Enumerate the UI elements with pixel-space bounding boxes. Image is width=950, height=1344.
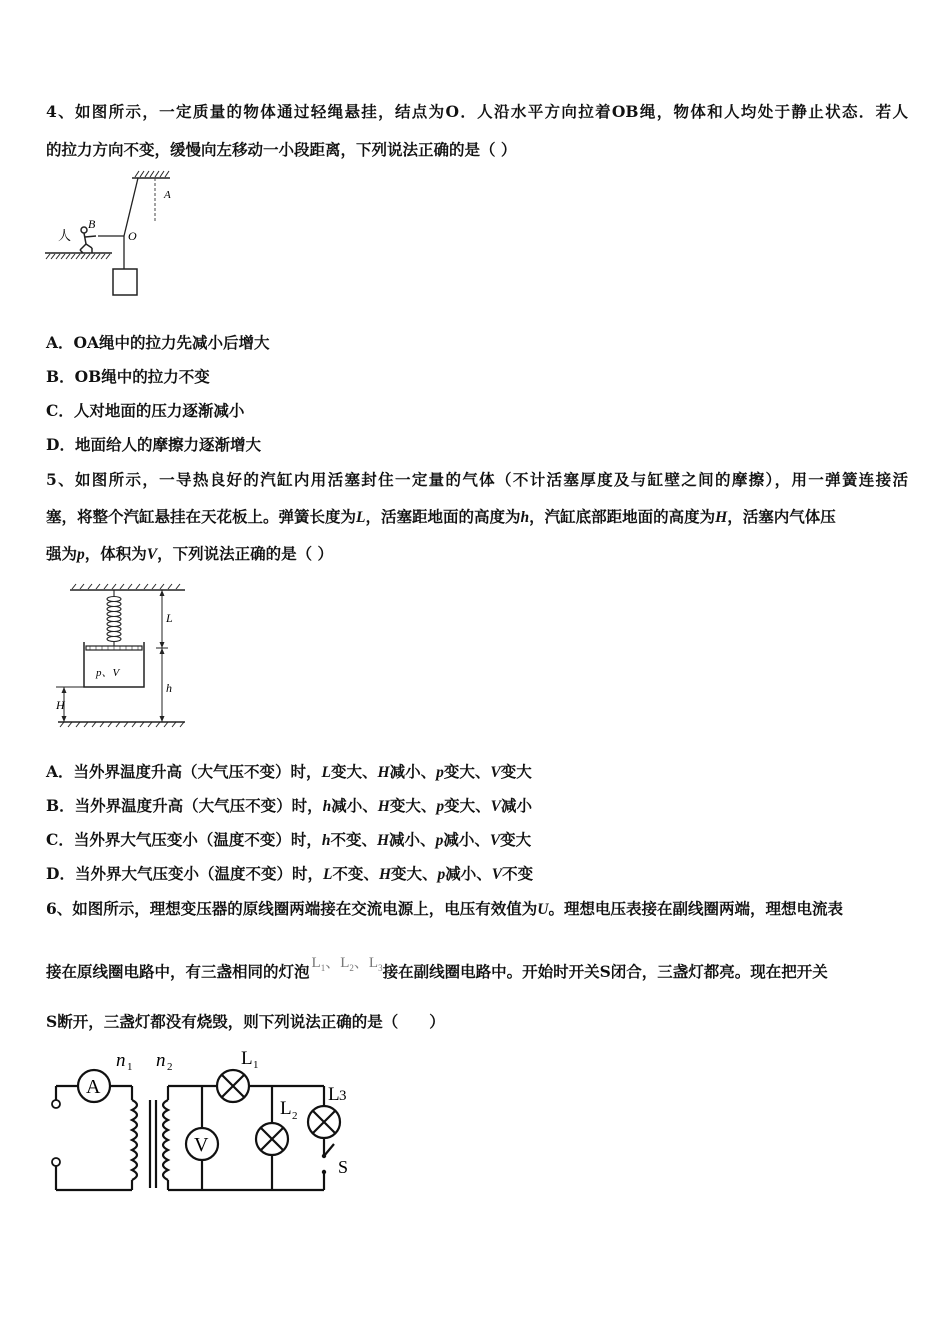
var-u: U [537,901,549,918]
option-text: 不变、 [332,864,379,883]
option-var: p [436,798,445,815]
label-n2: n [156,1050,166,1071]
label-n1: n [116,1050,126,1071]
q6-text: 。理想电压表接在副线圈两端，理想电流表 [548,899,844,918]
q6-stem-line1 [46,899,908,920]
q6-stem-line2 [46,955,828,988]
terminal-icon [52,1100,60,1108]
option-text: 减小、 [389,830,436,849]
q5-text: 塞，将整个汽缸悬挂在天花板上。弹簧长度为 [46,507,357,526]
q5-text: ，活塞内气体压 [727,507,836,526]
lamp-icon [261,1128,283,1150]
q4-label-b: B [88,217,96,231]
q5-text: ，活塞距地面的高度为 [365,507,521,526]
q5-figure [50,582,190,727]
option-var: H [377,764,390,781]
q4-stem-line1: 4、如图所示，一定质量的物体通过轻绳悬挂，结点为O．人沿水平方向拉着OB绳，物体和人均处于静止状态．若人 [46,102,908,121]
option-var: h [322,798,332,815]
option-var: p [435,832,444,849]
bulb-label-sep: 、 [325,955,341,971]
option-text: D．当外界大气压变小（温度不变）时， [46,864,323,883]
q5-label-h: h [166,681,172,695]
label-l2-sub: 2 [292,1110,298,1122]
q4-label-o: O [128,229,137,243]
bulb-labels [312,955,383,971]
label-n2-sub: 2 [167,1061,173,1073]
q5-text: ，体积为 [84,544,147,563]
terminal-icon [52,1158,60,1166]
bulb-label: L [368,955,379,971]
var-h: h [520,509,530,526]
option-var: p [436,764,444,781]
bulb-label-sep: 、 [353,955,369,971]
q6-text: 接在副线圈电路中。开始时开关S闭合，三盏灯都亮。现在把开关 [382,962,828,981]
option-var: H [378,866,391,883]
spring-icon [107,590,121,646]
q5-label-pv: p、V [96,667,120,679]
option-text: 不变、 [330,830,377,849]
q6-text: 接在原线圈电路中，有三盏相同的灯泡 [46,962,310,981]
option-text: C．当外界大气压变小（温度不变）时， [46,830,322,849]
q5-label-l: L [166,611,173,625]
q5-stem-line3 [46,544,333,565]
q6-stem-line3: S断开，三盏灯都没有烧毁，则下列说法正确的是（ ） [46,1012,445,1031]
label-n1-sub: 1 [127,1061,133,1073]
bulb-label: L [340,955,350,971]
q4-label-a: A [164,189,171,201]
q4-option-b[interactable]: B．OB绳中的拉力不变 [46,367,210,386]
bulb-label-sub: 1 [320,963,326,973]
q4-label-person: 人 [58,228,72,243]
voltmeter-label: V [194,1134,209,1156]
label-l1-sub: 1 [253,1059,259,1071]
bulb-label: L [311,955,321,971]
option-text: 变大、 [331,762,378,781]
option-text: 减小 [500,796,532,815]
option-text: 减小、 [331,796,378,815]
q5-option-a[interactable] [46,762,532,783]
option-var: V [490,798,501,815]
option-text: 变大、 [443,762,491,781]
q5-text: 强为 [46,544,78,563]
option-text: 变大、 [389,796,437,815]
lamp-icon [313,1111,335,1133]
option-var: H [376,832,390,849]
option-text: B．当外界温度升高（大气压不变）时， [46,796,323,815]
q5-label-H: H [56,698,65,712]
q5-option-c[interactable] [46,830,531,851]
label-s: S [338,1157,349,1177]
q5-stem-line1: 5、如图所示，一导热良好的汽缸内用活塞封住一定量的气体（不计活塞厚度及与缸壁之间的摩擦），用一弹簧连接活 [46,470,908,489]
option-text: 减小、 [389,762,437,781]
option-var: V [491,866,503,883]
var-l: L [356,509,366,526]
option-var: H [377,798,390,815]
label-l3: L [328,1084,340,1105]
var-v: V [146,546,158,563]
option-var: V [490,764,501,781]
var-H: H [715,509,728,526]
bulb-label-sub: 2 [349,963,354,973]
option-var: p [437,866,446,883]
option-text: 变大、 [444,796,491,815]
option-text: 减小、 [443,830,490,849]
q6-text: 6、如图所示，理想变压器的原线圈两端接在交流电源上，电压有效值为 [46,899,538,918]
option-text: 减小、 [445,864,492,883]
q4-option-c[interactable]: C．人对地面的压力逐渐减小 [46,401,245,420]
lamp-icon [222,1075,244,1097]
var-p: p [77,546,85,563]
ammeter-label: A [86,1076,101,1098]
option-text: 变大、 [391,864,438,883]
option-text: 变大 [500,830,532,849]
option-var: L [322,866,333,883]
q5-stem-line2 [46,507,836,528]
label-l3-sub: 3 [339,1088,347,1104]
option-text: A．当外界温度升高（大气压不变）时， [46,762,322,781]
q6-figure [42,1048,372,1196]
option-var: V [489,832,501,849]
q4-figure [40,168,200,303]
option-text: 变大 [500,762,532,781]
q4-option-d[interactable]: D．地面给人的摩擦力逐渐增大 [46,435,261,454]
option-text: 不变 [502,864,534,883]
option-var: h [321,832,331,849]
label-l2: L [280,1098,292,1119]
label-l1: L [241,1048,253,1069]
q5-text: ，汽缸底部距地面的高度为 [529,507,716,526]
q4-stem-line2: 的拉力方向不变，缓慢向左移动一小段距离，下列说法正确的是（ ） [46,140,517,159]
q5-option-d[interactable] [46,864,533,885]
q5-text: ，下列说法正确的是（ ） [157,544,334,563]
bulb-label-sub: 3 [378,963,383,973]
q4-option-a[interactable]: A．OA绳中的拉力先减小后增大 [46,333,270,352]
q5-option-b[interactable] [46,796,532,817]
option-var: L [321,764,331,781]
